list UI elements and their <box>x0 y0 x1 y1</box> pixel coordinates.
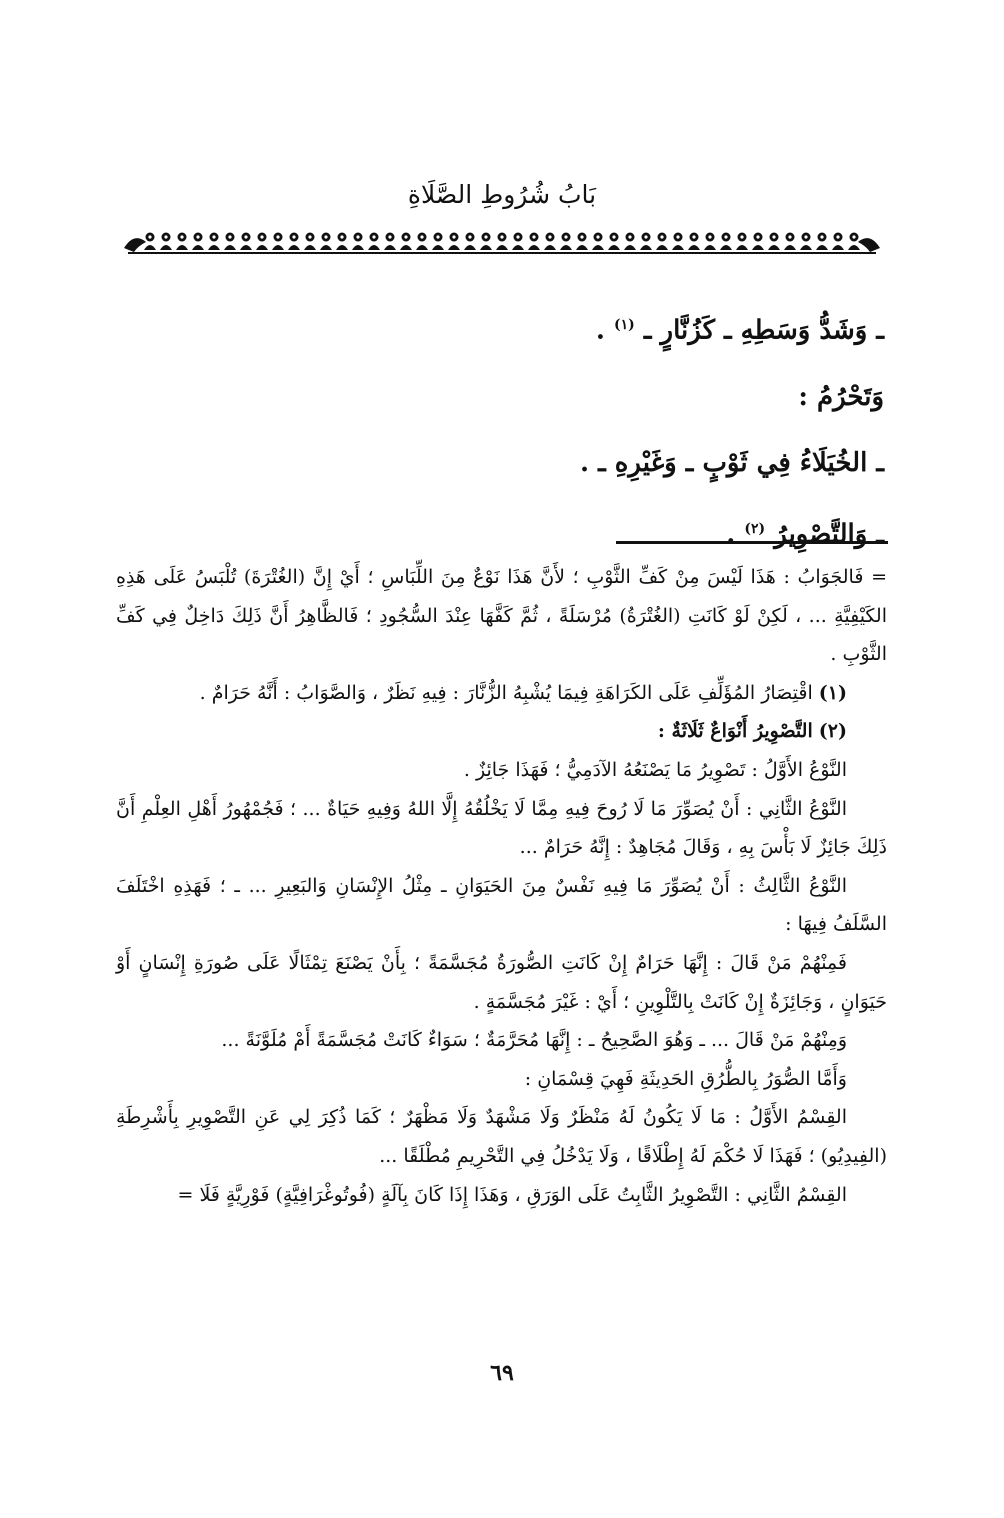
footnote-paragraph: النَّوْعُ الثَّالِثُ : أَنْ يُصَوِّرَ مَا فِيهِ نَفْسٌ مِنَ الحَيَوَانِ ـ مِثْلُ الإِنْسَانِ وَالبَعِيرِ ... ـ ؛ فَهَذِهِ اخْتَلَفَ السَّلَفُ فِيهَا : <box>116 874 887 936</box>
footnote-paragraph: القِسْمُ الأَوَّلُ : مَا لَا يَكُونُ لَهُ مَنْظَرٌ وَلَا مَشْهَدٌ وَلَا مَظْهَرٌ ؛ كَمَا ذُكِرَ لِي عَنِ التَّصْوِيرِ بِأَشْرِطَةِ (الفِيدِيُو) ؛ فَهَذَا لَا حُكْمَ لَهُ إِطْلَاقًا ، وَلَا يَدْخُلُ فِي التَّحْرِيمِ مُطْلَقًا ... <box>116 1106 887 1167</box>
chapter-header: بَابُ شُرُوطِ الصَّلَاةِ <box>407 180 597 209</box>
main-line-1: ـ وَشَدُّ وَسَطِهِ ـ كَزُنَّارٍ ـ $^{(١)}$ . <box>595 315 884 346</box>
ornament-motif <box>672 233 684 251</box>
ornament-motif <box>160 233 172 251</box>
ornament-border <box>120 228 884 256</box>
ornament-motif <box>192 233 204 251</box>
ornament-motif <box>288 233 300 251</box>
main-line-3: ـ الخُيَلَاءُ فِي ثَوْبٍ ـ وَغَيْرِهِ ـ . <box>580 447 884 478</box>
footnote-paragraph: وَمِنْهُمْ مَنْ قَالَ ... ـ وَهُوَ الصَّحِيحُ ـ : إِنَّهَا مُحَرَّمَةٌ ؛ سَوَاءٌ كَانَتْ مُجَسَّمَةً أَمْ مُلَوَّنَةً ... <box>221 1029 847 1052</box>
ornament-motif <box>272 233 284 251</box>
ornament-motif <box>816 233 828 251</box>
ornament-motif <box>720 233 732 251</box>
footnote-paragraph: القِسْمُ الثَّانِي : التَّصْوِيرُ الثَّابِتُ عَلَى الوَرَقِ ، وَهَذَا إِذَا كَانَ بِآلَةٍ (فُوتُوغْرَافِيَّةٍ) فَوْرِيَّةٍ فَلَا = <box>177 1183 847 1206</box>
ornament-motif <box>368 233 380 251</box>
ornament-motif <box>528 233 540 251</box>
ornament-motif <box>496 233 508 251</box>
ornament-motif <box>544 233 556 251</box>
footnote-2: (٢) التَّصْوِيرُ أَنْوَاعٌ ثَلَاثَةٌ : <box>657 720 847 743</box>
footnote-paragraph: فَمِنْهُمْ مَنْ قَالَ : إِنَّهَا حَرَامٌ إِنْ كَانَتِ الصُّورَةُ مُجَسَّمَةً ؛ بِأَنْ يَصْنَعَ تِمْثَالًا عَلَى صُورَةِ إِنْسَانٍ أَوْ حَيَوَانٍ ، وَجَائِزَةٌ إِنْ كَانَتْ بِالتَّلْوِينِ ؛ أَيْ : غَيْرَ مُجَسَّمَةٍ . <box>116 951 887 1013</box>
footnote-continuation: = فَالجَوَابُ : هَذَا لَيْسَ مِنْ كَفِّ الثَّوْبِ ؛ لأَنَّ هَذَا نَوْعٌ مِنَ اللِّبَاسِ ؛ أَيْ إِنَّ (الغُتْرَةَ) تُلْبَسُ عَلَى هَذِهِ الكَيْفِيَّةِ ... ، لَكِنْ لَوْ كَانَتِ (الغُتْرَةُ) مُرْسَلَةً ، ثُمَّ كَفَّهَا عِنْدَ السُّجُودِ ؛ فَالظَّاهِرُ أَنَّ ذَلِكَ دَاخِلٌ فِي كَفِّ الثَّوْبِ . <box>116 566 887 666</box>
page-number: ٦٩ <box>490 1360 514 1386</box>
ornament-motif <box>768 233 780 251</box>
ornament-motif <box>704 233 716 251</box>
ornament-motif <box>448 233 460 251</box>
ornament-motif <box>432 233 444 251</box>
ornament-motif <box>352 233 364 251</box>
ornament-motif <box>384 233 396 251</box>
ornament-motif <box>624 233 636 251</box>
footnote-paragraph: النَّوْعُ الأَوَّلُ : تَصْوِيرُ مَا يَصْنَعُهُ الآدَمِيُّ ؛ فَهَذَا جَائِزٌ . <box>463 758 847 781</box>
ornament-motif <box>640 233 652 251</box>
ornament-motif <box>336 233 348 251</box>
ornament-motif <box>688 233 700 251</box>
ornament-motif <box>848 233 860 251</box>
ornament-motif <box>736 233 748 251</box>
main-line-4: ـ وَالتَّصْوِيرُ $^{(٢)}$ . <box>726 519 884 550</box>
ornament-motif <box>512 233 524 251</box>
ornament-motif <box>240 233 252 251</box>
ornament-motif <box>304 233 316 251</box>
footnotes <box>116 558 887 1214</box>
ornament-motif <box>400 233 412 251</box>
main-text <box>120 292 884 567</box>
ornament-motif <box>464 233 476 251</box>
ornament-motif <box>144 233 156 251</box>
ornament-motif <box>832 233 844 251</box>
footnote-1: (١) اقْتِصَارُ المُؤَلِّفِ عَلَى الكَرَاهَةِ فِيمَا يُشْبِهُ الزُّنَّارَ : فِيهِ نَظَرٌ ، وَالصَّوَابُ : أَنَّهُ حَرَامٌ . <box>199 681 847 704</box>
ornament-motif <box>656 233 668 251</box>
footnote-separator <box>616 541 888 544</box>
ornament-motif <box>320 233 332 251</box>
main-line-2: وَتَحْرُمُ : <box>798 381 884 412</box>
footnote-paragraph: النَّوْعُ الثَّانِي : أَنْ يُصَوِّرَ مَا لَا رُوحَ فِيهِ مِمَّا لَا يَخْلُقُهُ إِلَّا اللهُ وَفِيهِ حَيَاةٌ ... ؛ فَجُمْهُورُ أَهْلِ العِلْمِ أَنَّ ذَلِكَ جَائِزٌ لَا بَأْسَ بِهِ ، وَقَالَ مُجَاهِدٌ : إِنَّهُ حَرَامٌ ... <box>116 797 887 859</box>
footnote-paragraph: وَأَمَّا الصُّوَرُ بِالطُّرُقِ الحَدِيثَةِ فَهِيَ قِسْمَانِ : <box>524 1067 847 1090</box>
ornament-motif <box>480 233 492 251</box>
ornament-motif <box>592 233 604 251</box>
ornament-motif <box>176 233 188 251</box>
ornament-motif <box>576 233 588 251</box>
ornament-motif <box>784 233 796 251</box>
ornament-motif <box>608 233 620 251</box>
ornament-motif <box>752 233 764 251</box>
ornament-motif <box>800 233 812 251</box>
ornament-motif <box>560 233 572 251</box>
ornament-motif <box>416 233 428 251</box>
ornament-motif <box>256 233 268 251</box>
ornament-motif <box>208 233 220 251</box>
ornament-motif <box>224 233 236 251</box>
